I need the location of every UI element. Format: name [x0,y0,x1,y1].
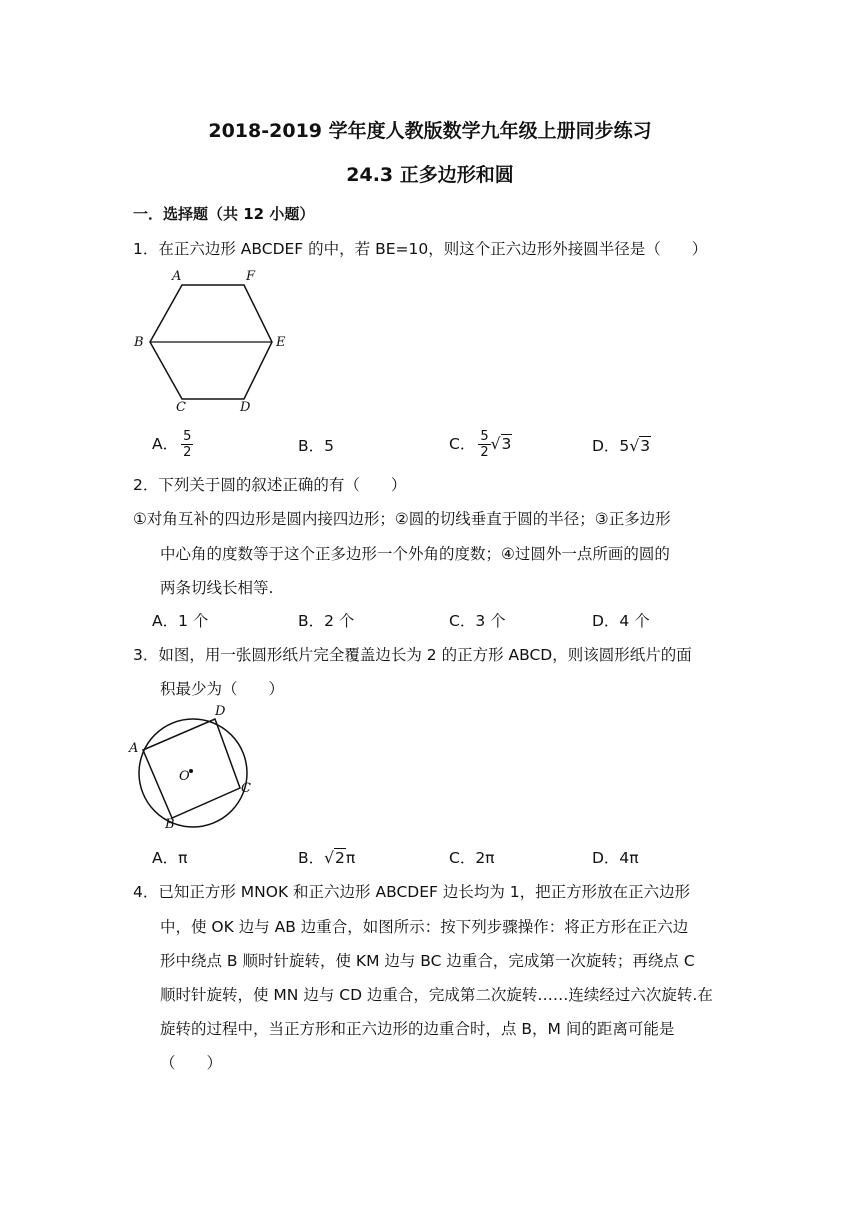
q3-option-a: A．π [152,849,188,867]
q1-option-d: D．5√3 [592,437,651,455]
fraction: $\frac{5}{2}$ [183,429,192,460]
q1-option-b: B．5 [298,437,334,455]
page-subtitle: 24.3 正多边形和圆 [346,164,514,186]
q2-stem: 2．下列关于圆的叙述正确的有（ ） [133,476,407,494]
q2-option-d: D．4 个 [592,612,650,630]
sqrt-expression: √3 [490,435,512,453]
q2-option-a: A．1 个 [152,612,209,630]
q2-text-line-2: 中心角的度数等于这个正多边形一个外角的度数；④过圆外一点所画的圆的 [160,545,670,563]
square-abcd [143,719,240,818]
label-d: D [215,704,226,719]
page-title: 2018-2019 学年度人教版数学九年级上册同步练习 [208,120,652,142]
label-o: O [179,769,190,784]
q4-text-line-5: 旋转的过程中，当正方形和正六边形的边重合时，点 B，M 间的距离可能是 [160,1020,675,1038]
q3-text-line-2: 积最少为（ ） [160,680,285,698]
q4-text-line-4: 顺时针旋转，使 MN 边与 CD 边重合，完成第二次旋转……连续经过六次旋转.在 [160,986,713,1004]
label-c: C [176,400,186,415]
sqrt-expression: √3 [629,437,651,455]
q1-option-c: C． $\frac{5}{2}$ √3 [449,429,512,460]
q4-text-line-6: （ ） [160,1054,223,1072]
q3-option-b: B．√2π [298,849,356,867]
q1-stem: 1．在正六边形 ABCDEF 的中，若 BE=10，则这个正六边形外接圆半径是（ ） [133,240,708,258]
q4-text-line-2: 中，使 OK 边与 AB 边重合，如图所示：按下列步骤操作：将正方形在正六边 [160,918,689,936]
q2-text-line-1: ①对角互补的四边形是圆内接四边形；②圆的切线垂直于圆的半径；③正多边形 [133,510,671,528]
label-a: A [129,741,139,756]
label-a: A [172,269,182,284]
q2-option-c: C．3 个 [449,612,506,630]
label-e: E [276,335,286,350]
fraction: $\frac{5}{2}$ [480,429,489,460]
q1-hexagon-figure [130,268,290,418]
q4-text-line-1: 4．已知正方形 MNOK 和正六边形 ABCDEF 边长均为 1，把正方形放在正六边形 [133,883,691,901]
q4-text-line-3: 形中绕点 B 顺时针旋转，使 KM 边与 BC 边重合，完成第一次旋转；再绕点 C [160,952,695,970]
sqrt-expression: √2 [324,849,345,867]
label-b: B [165,817,175,832]
label-c: C [241,781,251,796]
q2-option-b: B．2 个 [298,612,355,630]
section-heading: 一．选择题（共 12 小题） [133,205,315,223]
q3-option-d: D．4π [592,849,639,867]
q3-text-line-1: 3．如图，用一张圆形纸片完全覆盖边长为 2 的正方形 ABCD，则该圆形纸片的面 [133,646,692,664]
covering-circle [139,719,247,827]
label-b: B [134,335,144,350]
label-f: F [246,269,256,284]
q1-option-a: A． $\frac{5}{2}$ [152,429,192,460]
q3-option-c: C．2π [449,849,495,867]
q3-circle-square-figure [125,700,260,835]
q2-text-line-3: 两条切线长相等. [160,579,274,597]
label-d: D [240,400,251,415]
